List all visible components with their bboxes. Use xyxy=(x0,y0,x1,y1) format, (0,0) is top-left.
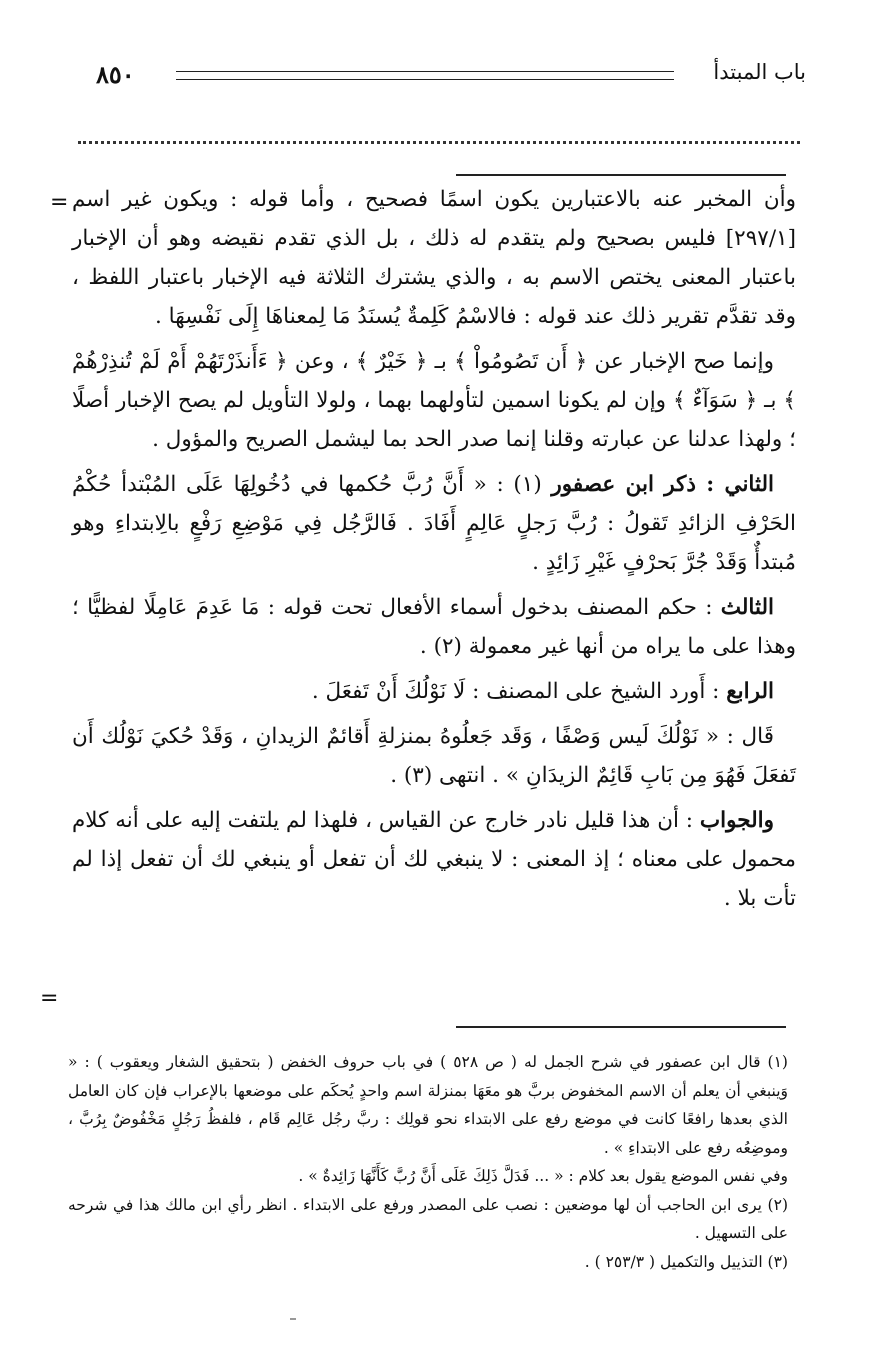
footnotes xyxy=(68,1048,788,1276)
footnote-1: (١) قال ابن عصفور في شرح الجمل له ( ص ٥٢٨ ) في باب حروف الخفض ( بتحقيق الشغار ويعقوب ) : « وَينبغي أن يعلم أن الاسم المخفوض بربَّ هو معَهَا بمنزلة اسم واحدٍ يُحكَم على موضعها بالإعراب فإن كان العامل الذي بعدها رافعًا كانت في موضع رفع على الابتداء نحو قولِك : ربَّ رجُل عَالِم قَام ، فلفظُ رَجُلٍ مَخْفُوضٌ بِرُبَّ ، وموضِعُه رفع على الابتداءِ » . xyxy=(68,1053,788,1157)
continuation-mark: = xyxy=(50,190,69,215)
paragraph-third-lead: الثالث xyxy=(720,595,774,620)
paragraph-fourth xyxy=(72,672,796,711)
dotted-separator xyxy=(78,141,800,144)
paragraph-continuation: وأن المخبر عنه بالاعتبارين يكون اسمًا فصحيح ، وأما قوله : ويكون غير اسم [٢٩٧/١] فليس بصحيح ولم يتقدم له ذلك ، بل الذي تقدم نقيضه وهو أن الإخبار باعتبار المعنى يختص الاسم به ، والذي يشترك الثلاثة فيه الإخبار باعتبار اللفظ ، وقد تقدَّم تقرير ذلك عند قوله : فالاسْمُ كَلِمةٌ يُسنَدُ مَا لِمعناهَا إِلَى نَفْسِهَا . xyxy=(72,187,796,329)
paragraph-third xyxy=(72,588,796,666)
header-rule xyxy=(176,71,674,80)
footnote-rule xyxy=(456,1026,786,1028)
paragraph-answer-lead: والجواب xyxy=(699,808,774,833)
footnote-3: (٣) التذييل والتكميل ( ٢٥٣/٣ ) . xyxy=(584,1252,788,1271)
scan-mark xyxy=(290,1318,296,1320)
paragraph-ikhbar: وإنما صح الإخبار عن ﴿ أَن تَصُومُواْ ﴾ بـ ﴿ خَيْرٌ ﴾ ، وعن ﴿ ءَأَنذَرْتَهُمْ أَمْ لَمْ تُنذِرْهُمْ ﴾ بـ ﴿ سَوَآءٌ ﴾ وإن لم يكونا اسمين لتأولهما بهما ، ولولا التأويل لم يصح الإخبار أصلًا ؛ ولهذا عدلنا عن عبارته وقلنا إنما صدر الحد بما ليشمل الصريح والمؤول . xyxy=(72,349,796,452)
paragraph-quote: قَال : « نَوْلُكَ لَيس وَصْفًا ، وَقَد جَعلُوهُ بمنزلةِ أَقائمٌ الزيدانِ ، وَقَدْ حُكيَ نَوْلُك أَن تَفعَلَ فَهُوَ مِن بَابِ قَائِمٌ الزيدَانِ » . انتهى (٣) . xyxy=(72,724,796,788)
paragraph-second xyxy=(72,465,796,582)
paragraph-fourth-body: : أَورد الشيخ على المصنف : لَا نَوْلُكَ أَنْ تَفعَلَ . xyxy=(311,679,727,704)
footnote-2: (٢) يرى ابن الحاجب أن لها موضعين : نصب على المصدر ورفع على الابتداء . انظر رأي ابن مالك هذا في شرحه على التسهيل . xyxy=(68,1195,788,1242)
paragraph-third-body: : حكم المصنف بدخول أسماء الأفعال تحت قوله : مَا عَدِمَ عَامِلًا لفظيًّا ؛ وهذا على ما يراه من أنها غير معمولة (٢) . xyxy=(72,595,796,659)
running-header-title: باب المبتدأ xyxy=(713,60,806,84)
paragraph-fourth-lead: الرابع xyxy=(726,679,774,704)
footnote-1-continued: وفي نفس الموضع يقول بعد كلام : « ... فَدَلَّ ذَلِكَ عَلَى أَنَّ رُبَّ كَأَنَّهَا زَائِدةٌ » . xyxy=(298,1167,788,1185)
top-short-rule xyxy=(456,174,786,176)
paragraph-answer-body: : أن هذا قليل نادر خارج عن القياس ، فلهذا لم يلتفت إليه على أنه كلام محمول على معناه ؛ إذ المعنى : لا ينبغي لك أن تفعل أو ينبغي لك أن تفعل إذا لم تأت بلا . xyxy=(72,808,796,911)
page-number: ٨٥٠ xyxy=(96,60,135,89)
continuation-mark-bottom: = xyxy=(40,986,59,1011)
main-text xyxy=(72,180,796,924)
paragraph-second-lead: الثاني : ذكر ابن عصفور xyxy=(551,472,774,497)
paragraph-second-body: (١) : « أَنَّ رُبَّ حُكمها في دُخُولِهَا عَلَى المُبْتدأ حُكْمُ الحَرْفِ الزائدِ تَقولُ : رُبَّ رَجلٍ عَالِمٍ أَفَادَ . فَالرَّجُل فِي مَوْضِعِ رَفْعٍ بالِابتداءِ وهو مُبتدأٌ وَقَدْ جُرَّ بَحرْفٍ غَيْرِ زَائِدٍ . xyxy=(72,472,796,575)
paragraph-answer xyxy=(72,801,796,918)
